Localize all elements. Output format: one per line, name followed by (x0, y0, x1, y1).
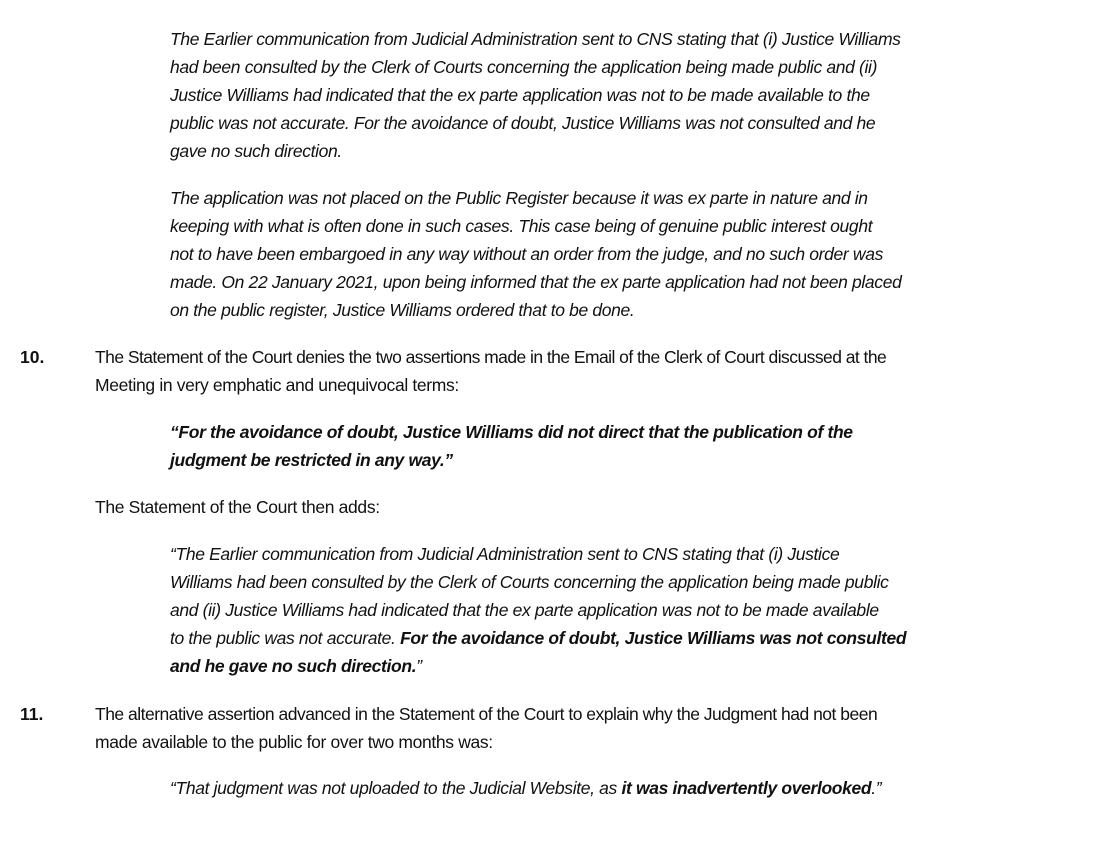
paragraph-10-continuation (95, 493, 1080, 521)
plain-text: to the public was not accurate. (170, 628, 401, 648)
text-line: Williams had been consulted by the Clerk of Courts concerning the application being made public (170, 572, 889, 592)
text-line: judgment be restricted in any way.” (170, 450, 453, 470)
text-line: Justice Williams had indicated that the ex parte application was not to be made available to the (170, 85, 870, 105)
text-line: “For the avoidance of doubt, Justice Williams did not direct that the publication of the (170, 422, 853, 442)
bold-text: it was inadvertently overlooked (621, 778, 872, 798)
text-line: public was not accurate. For the avoidance of doubt, Justice Williams was not consulted and he (170, 113, 876, 133)
text-line: Meeting in very emphatic and unequivocal terms: (95, 375, 459, 395)
text-line (170, 652, 1050, 680)
quote-block-statement-addition (170, 540, 1050, 680)
paragraph-10-body (95, 343, 1080, 399)
text-line: had been consulted by the Clerk of Courts concerning the application being made public and (ii) (170, 57, 878, 77)
text-line: gave no such direction. (170, 141, 342, 161)
text-line: on the public register, Justice Williams ordered that to be done. (170, 300, 635, 320)
plain-text: “That judgment was not uploaded to the Judicial Website, as (170, 778, 622, 798)
text-line: The Statement of the Court denies the two assertions made in the Email of the Clerk of Court discussed at the (95, 347, 887, 367)
text-line: made. On 22 January 2021, upon being informed that the ex parte application had not been placed (170, 272, 902, 292)
quote-block-inadvertently-overlooked (170, 774, 1050, 802)
text-line: and (ii) Justice Williams had indicated that the ex parte application was not to be made available (170, 600, 879, 620)
quote-block-public-register (170, 184, 1050, 324)
text-line (170, 774, 1050, 802)
text-line: The alternative assertion advanced in the Statement of the Court to explain why the Judgment had not been (95, 704, 878, 724)
text-line: The Earlier communication from Judicial Administration sent to CNS stating that (i) Justice Williams (170, 29, 901, 49)
bold-text: For the avoidance of doubt, Justice Williams was not consulted (400, 628, 907, 648)
bold-text: and he gave no such direction. (170, 656, 417, 676)
text-line: made available to the public for over two months was: (95, 732, 493, 752)
text-line: “The Earlier communication from Judicial Administration sent to CNS stating that (i) Justice (170, 544, 840, 564)
paragraph-number-11: 11. (20, 704, 44, 724)
text-line: The application was not placed on the Public Register because it was ex parte in nature and in (170, 188, 868, 208)
text-line (170, 624, 1050, 652)
paragraph-number-10: 10. (20, 347, 45, 367)
plain-text: .” (871, 778, 882, 798)
quote-block-no-restriction (170, 418, 1050, 474)
text-line: keeping with what is often done in such cases. This case being of genuine public interest ought (170, 216, 873, 236)
text-line: The Statement of the Court then adds: (95, 497, 380, 517)
paragraph-11-body (95, 700, 1080, 756)
quote-block-earlier-communication (170, 25, 1050, 165)
plain-text: ” (416, 656, 422, 676)
text-line: not to have been embargoed in any way without an order from the judge, and no such order was (170, 244, 883, 264)
